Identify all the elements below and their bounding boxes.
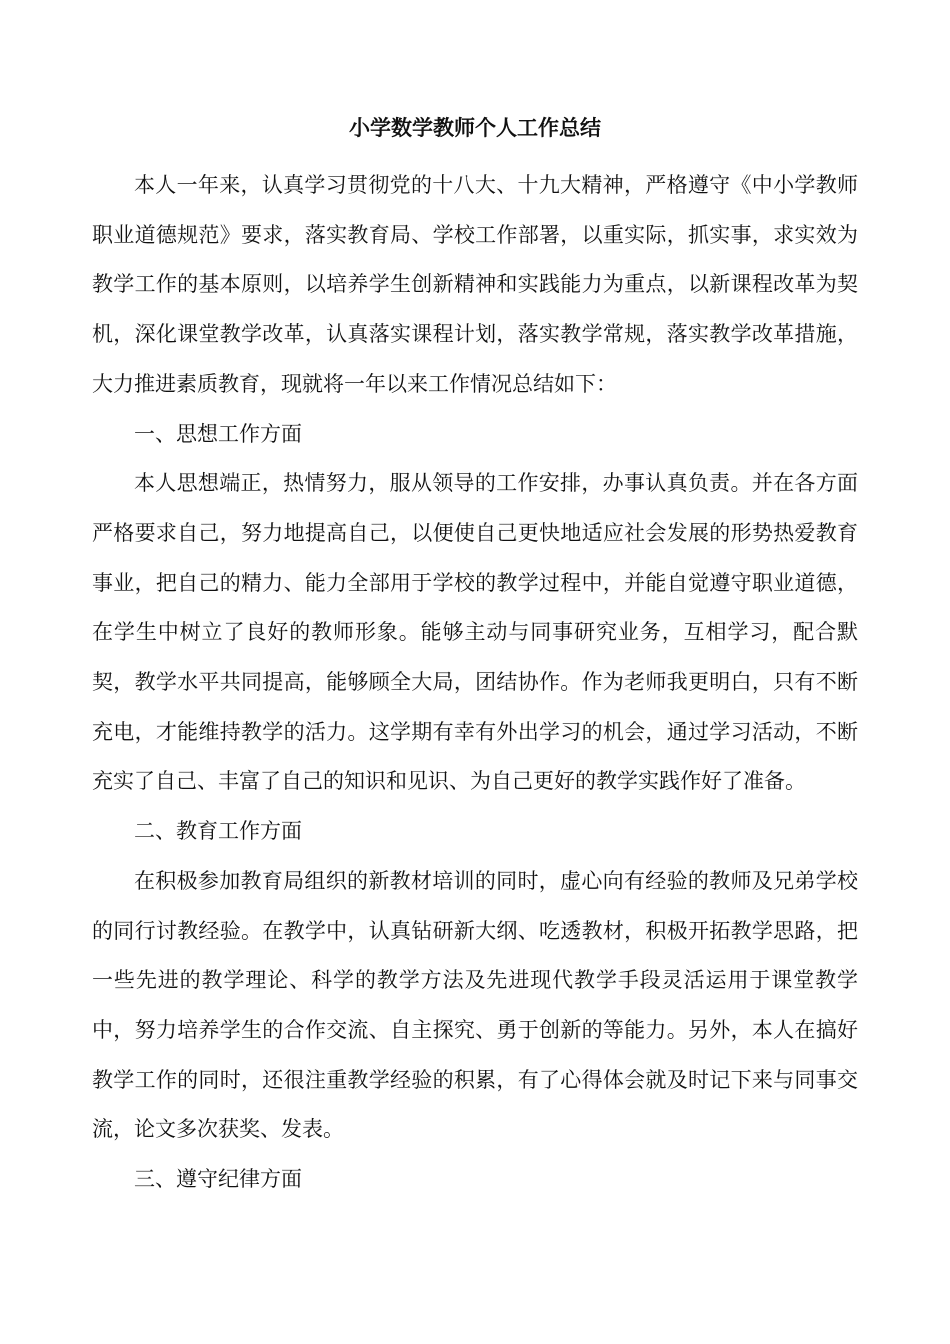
section-heading-discipline: 三、遵守纪律方面 — [134, 1167, 302, 1192]
document-page — [92, 108, 858, 1205]
section-body-education: 在积极参加教育局组织的新教材培训的同时，虚心向有经验的教师及兄弟学校的同行讨教经验。在教学中，认真钻研新大纲、吃透教材，积极开拓教学思路，把一些先进的教学理论、科学的教学方法及先进现代教学手段灵活运用于课堂教学中，努力培养学生的合作交流、自主探究、勇于创新的等能力。另外，本人在搞好教学工作的同时，还很注重教学经验的积累，有了心得体会就及时记下来与同事交流，论文多次获奖、发表。 — [92, 868, 858, 1142]
section-heading-education: 二、教育工作方面 — [134, 819, 302, 844]
document-title: 小学数学教师个人工作总结 — [349, 115, 601, 140]
section-body-thought: 本人思想端正，热情努力，服从领导的工作安排，办事认真负责。并在各方面严格要求自己，努力地提高自己，以便使自己更快地适应社会发展的形势热爱教育事业，把自己的精力、能力全部用于学校的教学过程中，并能自觉遵守职业道德，在学生中树立了良好的教师形象。能够主动与同事研究业务，互相学习，配合默契，教学水平共同提高，能够顾全大局，团结协作。作为老师我更明白，只有不断充电，才能维持教学的活力。这学期有幸有外出学习的机会，通过学习活动，不断充实了自己、丰富了自己的知识和见识、为自己更好的教学实践作好了准备。 — [92, 471, 858, 794]
section-heading-thought: 一、思想工作方面 — [134, 421, 302, 446]
intro-paragraph: 本人一年来，认真学习贯彻党的十八大、十九大精神，严格遵守《中小学教师职业道德规范》要求，落实教育局、学校工作部署，以重实际，抓实事，求实效为教学工作的基本原则，以培养学生创新精神和实践能力为重点，以新课程改革为契机，深化课堂教学改革，认真落实课程计划，落实教学常规，落实教学改革措施，大力推进素质教育，现就将一年以来工作情况总结如下： — [92, 173, 858, 396]
